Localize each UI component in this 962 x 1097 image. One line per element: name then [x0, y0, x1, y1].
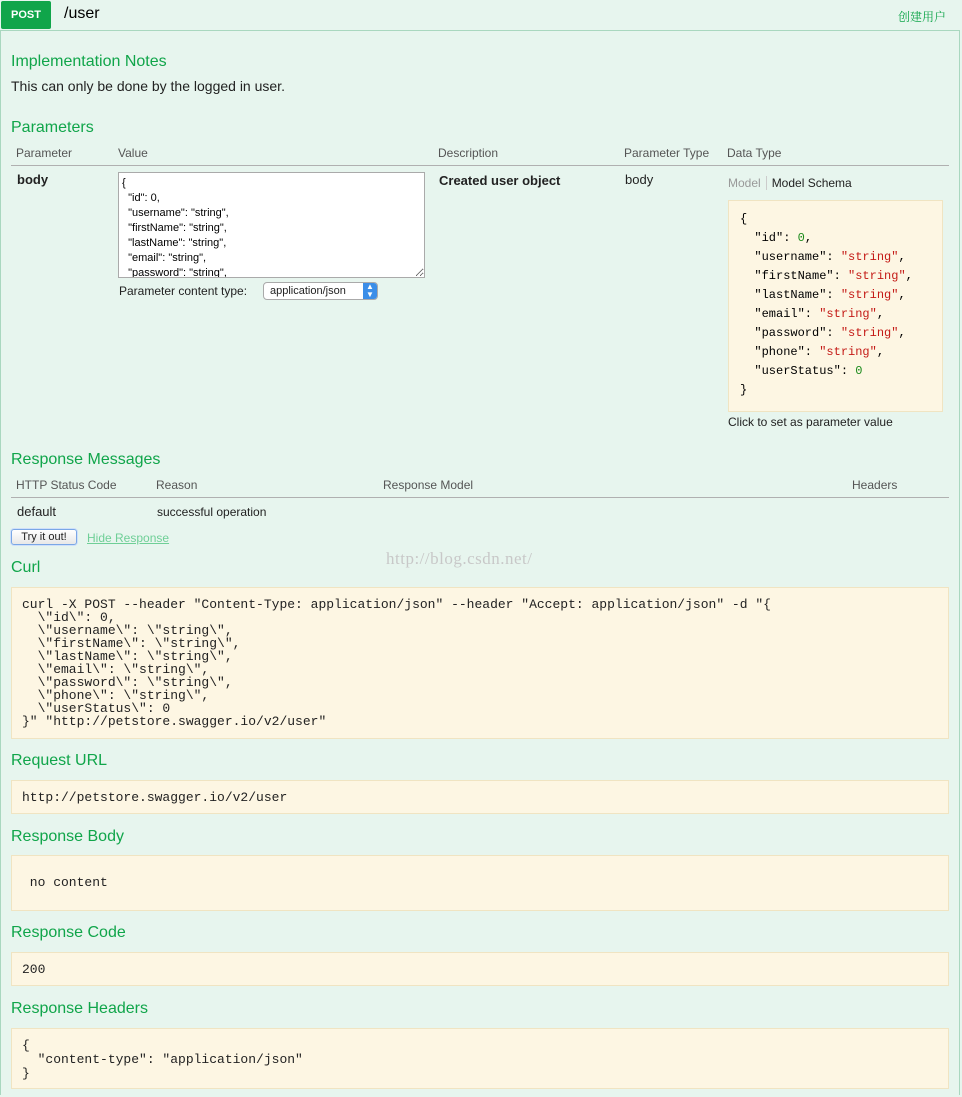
- implementation-notes-heading: Implementation Notes: [11, 53, 167, 70]
- parameters-heading: Parameters: [11, 119, 94, 136]
- param-col-data-type: Data Type: [727, 146, 782, 160]
- schema-value: "string": [848, 269, 906, 283]
- content-type-label: Parameter content type:: [119, 284, 248, 298]
- response-body-heading: Response Body: [11, 828, 124, 845]
- curl-command-box: curl -X POST --header "Content-Type: application/json" --header "Accept: application/json" -d "{ \"id\": 0, \"username\": \"string\", \"firstName\": \"string\", \"lastName\": \"string\", \"email\": \"string\", \"password\": \"string\", \"phone\": \"string\", \"userStatus\": 0 }" "http://petstore.swagger.io/v2/user": [11, 587, 949, 739]
- schema-value: "string": [819, 345, 877, 359]
- schema-line: {: [740, 212, 748, 226]
- schema-value: 0: [855, 364, 863, 378]
- resp-col-headers: Headers: [852, 478, 898, 492]
- schema-key: "firstName":: [740, 269, 849, 283]
- param-name: body: [17, 172, 49, 187]
- response-messages-heading: Response Messages: [11, 451, 161, 468]
- http-method-badge[interactable]: POST: [1, 1, 51, 29]
- schema-line: [740, 362, 942, 381]
- body-value-editor[interactable]: [118, 172, 425, 278]
- schema-line: "lastName": "string",: [740, 288, 906, 302]
- model-schema-box[interactable]: [728, 200, 943, 412]
- schema-key: "lastName":: [740, 288, 841, 302]
- watermark: http://blog.csdn.net/: [386, 549, 533, 568]
- implementation-notes-text: This can only be done by the logged in user.: [11, 78, 285, 94]
- schema-line: }: [740, 383, 748, 397]
- request-url-box: http://petstore.swagger.io/v2/user: [11, 780, 949, 814]
- select-chevron-icon: ▲ ▼: [363, 283, 377, 299]
- schema-key: "email":: [740, 307, 820, 321]
- curl-heading: Curl: [11, 559, 41, 576]
- schema-line: "phone": "string",: [740, 345, 885, 359]
- schema-line: "firstName": "string",: [740, 269, 913, 283]
- model-tabs: [728, 176, 852, 190]
- resp-col-status: HTTP Status Code: [16, 478, 117, 492]
- schema-value: "string": [819, 307, 877, 321]
- param-description: Created user object: [439, 173, 561, 188]
- schema-value: "string": [840, 326, 899, 340]
- schema-key: "password":: [740, 326, 841, 340]
- param-type: body: [625, 172, 654, 187]
- schema-key: "id":: [740, 231, 798, 245]
- schema-key: "userStatus":: [740, 364, 856, 378]
- operation-path[interactable]: /user: [64, 5, 100, 22]
- schema-key: "phone":: [740, 345, 820, 359]
- response-code-box: 200: [11, 952, 949, 986]
- resp-header-divider: [11, 497, 949, 498]
- resp-reason: successful operation: [157, 505, 267, 519]
- schema-hint: Click to set as parameter value: [728, 415, 893, 429]
- param-col-description: Description: [438, 146, 499, 160]
- operation-header[interactable]: [0, 0, 960, 31]
- content-type-select[interactable]: [263, 282, 378, 300]
- param-header-divider: [11, 165, 949, 166]
- schema-value: 0: [797, 231, 805, 245]
- tab-model[interactable]: Model: [728, 176, 767, 190]
- schema-line: "username": "string",: [740, 250, 906, 264]
- response-code-heading: Response Code: [11, 924, 126, 941]
- schema-key: "username":: [740, 250, 841, 264]
- operation-summary[interactable]: 创建用户: [897, 10, 946, 24]
- response-headers-heading: Response Headers: [11, 1000, 148, 1017]
- content-type-value: application/json: [270, 285, 346, 297]
- schema-line: "email": "string",: [740, 307, 885, 321]
- schema-value: "string": [840, 250, 899, 264]
- hide-response-link[interactable]: Hide Response: [87, 531, 170, 545]
- request-url-heading: Request URL: [11, 752, 108, 769]
- param-col-parameter: Parameter: [16, 146, 73, 160]
- schema-line: "id": 0,: [740, 231, 813, 245]
- schema-line: "password": "string",: [740, 326, 906, 340]
- try-it-out-button[interactable]: Try it out!: [11, 529, 77, 545]
- response-headers-box: { "content-type": "application/json" }: [11, 1028, 949, 1089]
- response-body-box: no content: [11, 855, 949, 911]
- schema-value: "string": [840, 288, 899, 302]
- resp-col-model: Response Model: [383, 478, 474, 492]
- tab-model-schema[interactable]: Model Schema: [771, 176, 852, 190]
- resp-col-reason: Reason: [156, 478, 198, 492]
- resp-status-code: default: [17, 504, 57, 519]
- param-col-value: Value: [118, 146, 148, 160]
- param-col-type: Parameter Type: [624, 146, 710, 160]
